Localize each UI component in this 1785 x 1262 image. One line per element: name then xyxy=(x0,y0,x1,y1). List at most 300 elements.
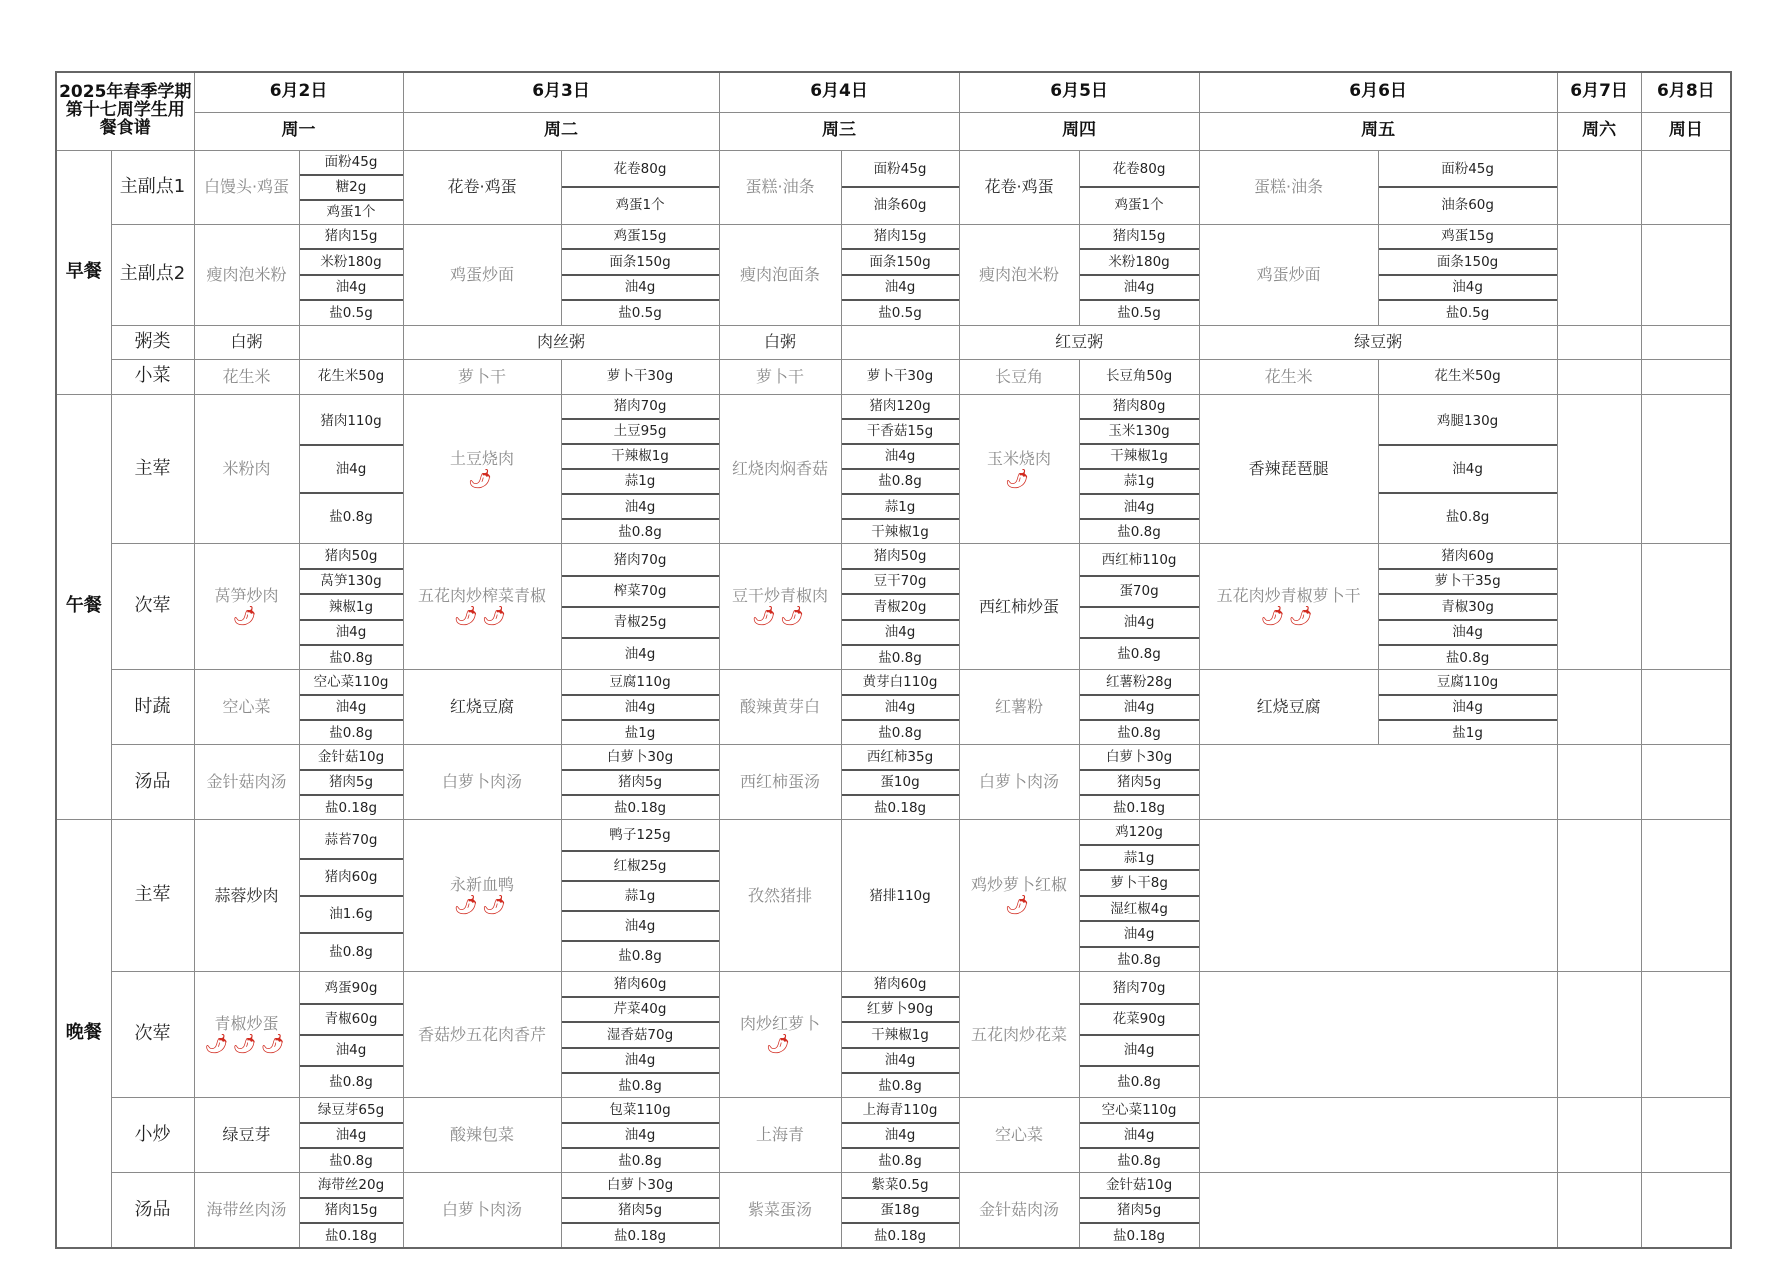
ingredients-list xyxy=(1080,1098,1199,1172)
weekend-cell-sat xyxy=(1557,1173,1641,1248)
ingredient-item: 猪肉60g xyxy=(300,859,403,896)
ingredient-item: 湿红椒4g xyxy=(1080,896,1199,922)
empty-cell xyxy=(1199,1173,1557,1248)
ingredient-item: 蒜苔70g xyxy=(300,822,403,858)
chili-pepper-icon: 🌶 xyxy=(1005,894,1034,917)
ingredient-item: 猪肉5g xyxy=(300,770,403,795)
ingredient-item: 猪肉80g xyxy=(1080,395,1199,419)
category-label: 汤品 xyxy=(111,1173,194,1248)
dish-cell xyxy=(403,394,561,544)
ingredients-cell xyxy=(1079,1173,1199,1248)
ingredient-item: 盐0.8g xyxy=(878,724,922,741)
dish-name: 白萝卜肉汤 xyxy=(979,772,1060,792)
dish-cell xyxy=(959,1098,1079,1173)
ingredient-item: 干香菇15g xyxy=(842,419,959,444)
ingredients-cell xyxy=(1079,544,1199,670)
ingredient-item: 猪肉15g xyxy=(300,1198,403,1223)
ingredient-item: 包菜110g xyxy=(562,1098,719,1122)
ingredient-item: 白萝卜30g xyxy=(562,745,719,769)
ingredient-item: 米粉180g xyxy=(1080,249,1199,275)
ingredients-list xyxy=(562,821,719,970)
dish-name: 花生米 xyxy=(222,366,271,386)
ingredients-list xyxy=(1080,670,1199,744)
ingredient-item: 猪肉120g xyxy=(842,395,959,419)
category-label: 粥类 xyxy=(111,325,194,359)
ingredient-item: 花菜90g xyxy=(1080,1004,1199,1035)
weekday-mon: 周一 xyxy=(194,112,403,150)
ingredient-item: 萝卜干30g xyxy=(606,368,674,385)
ingredient-item: 玉米130g xyxy=(1080,419,1199,444)
ingredients-list xyxy=(1080,225,1199,325)
dish-cell xyxy=(959,359,1079,394)
dish-cell xyxy=(194,670,299,745)
ingredients-cell xyxy=(561,820,719,972)
ingredient-item: 盐0.8g xyxy=(1117,951,1161,968)
ingredient-item: 油4g xyxy=(1379,620,1557,645)
ingredient-item: 面粉45g xyxy=(300,151,403,175)
ingredient-item: 辣椒1g xyxy=(300,594,403,619)
dish-name: 红烧肉焖香菇 xyxy=(732,458,829,478)
ingredient-item: 青椒20g xyxy=(842,594,959,619)
weekend-cell-sun xyxy=(1641,670,1731,745)
dish-name: 酸辣包菜 xyxy=(450,1125,515,1145)
ingredients-cell xyxy=(1378,670,1557,745)
ingredients-cell xyxy=(561,972,719,1098)
empty-cell xyxy=(299,325,403,359)
menu-title: 2025年春季学期第十七周学生用餐食谱 xyxy=(56,72,194,150)
porridge-cell: 白粥 xyxy=(194,325,299,359)
dish-cell xyxy=(959,745,1079,820)
date-sat: 6月7日 xyxy=(1557,72,1641,112)
ingredients-list xyxy=(300,822,403,969)
ingredients-list xyxy=(300,544,403,669)
ingredients-list xyxy=(562,745,719,819)
ingredient-item: 黄芽白110g xyxy=(842,670,959,694)
ingredient-item: 干辣椒1g xyxy=(1080,444,1199,469)
dish-name: 白馒头·鸡蛋 xyxy=(203,177,290,196)
dish-cell xyxy=(194,1098,299,1173)
dish-name: 花卷·鸡蛋 xyxy=(984,177,1054,196)
ingredient-item: 盐0.8g xyxy=(1117,724,1161,741)
dish-name: 瘦肉泡米粉 xyxy=(206,264,287,284)
dish-cell xyxy=(403,1173,561,1248)
ingredient-item: 绿豆芽65g xyxy=(300,1098,403,1122)
category-label: 次荤 xyxy=(111,972,194,1098)
ingredient-item: 蒜1g xyxy=(562,881,719,911)
ingredient-item: 油4g xyxy=(624,645,656,662)
dish-cell xyxy=(719,972,841,1098)
ingredient-item: 鸡蛋15g xyxy=(1379,225,1557,250)
category-label: 小菜 xyxy=(111,359,194,394)
ingredient-item: 西红柿110g xyxy=(1080,545,1199,575)
ingredient-item: 盐0.5g xyxy=(618,304,662,321)
dish-cell xyxy=(403,745,561,820)
ingredient-item: 花卷80g xyxy=(562,152,719,188)
ingredient-item: 榨菜70g xyxy=(562,576,719,607)
dish-cell xyxy=(194,224,299,325)
ingredient-item: 金针菇10g xyxy=(300,745,403,769)
ingredient-item: 盐0.8g xyxy=(329,1073,373,1090)
dish-name: 五花肉炒花菜 xyxy=(971,1024,1068,1044)
dish-cell xyxy=(194,820,299,972)
dish-cell xyxy=(959,1173,1079,1248)
ingredient-item: 盐0.18g xyxy=(1113,1227,1166,1244)
ingredient-item: 油条60g xyxy=(873,197,927,214)
ingredients-list xyxy=(300,360,403,394)
ingredients-list xyxy=(562,360,719,394)
weekend-cell-sat xyxy=(1557,972,1641,1098)
ingredient-item: 猪肉60g xyxy=(1379,544,1557,568)
ingredient-item: 猪肉50g xyxy=(842,544,959,568)
ingredients-cell xyxy=(1378,544,1557,670)
ingredients-list xyxy=(842,1173,959,1247)
dish-name: 肉炒红萝卜 xyxy=(740,1014,821,1034)
ingredient-item: 长豆角50g xyxy=(1105,368,1173,385)
ingredient-item: 油4g xyxy=(562,275,719,301)
ingredient-item: 面条150g xyxy=(842,249,959,275)
ingredients-cell xyxy=(841,1173,959,1248)
category-label: 次荤 xyxy=(111,544,194,670)
ingredient-item: 盐0.8g xyxy=(842,469,959,494)
ingredients-list xyxy=(300,1098,403,1172)
ingredient-item: 盐1g xyxy=(624,724,656,741)
porridge-cell: 白粥 xyxy=(719,325,841,359)
weekday-sun: 周日 xyxy=(1641,112,1731,150)
ingredients-cell xyxy=(561,224,719,325)
ingredient-item: 盐0.8g xyxy=(878,649,922,666)
ingredient-item: 油4g xyxy=(842,275,959,301)
ingredient-item: 花生米50g xyxy=(1434,368,1501,385)
ingredients-list xyxy=(842,972,959,1097)
dish-name: 蛋糕·油条 xyxy=(745,177,815,196)
dish-cell xyxy=(719,745,841,820)
ingredient-item: 油4g xyxy=(562,695,719,720)
ingredient-item: 盐0.8g xyxy=(329,943,373,960)
ingredient-item: 猪肉15g xyxy=(300,225,403,250)
menu-row xyxy=(56,224,1731,325)
ingredient-item: 油4g xyxy=(1080,494,1199,519)
category-label: 时蔬 xyxy=(111,670,194,745)
dish-name: 西红柿蛋汤 xyxy=(740,772,821,792)
dish-name: 豆干炒青椒肉 xyxy=(732,586,829,606)
dish-cell xyxy=(959,150,1079,224)
menu-row xyxy=(56,972,1731,1098)
ingredients-list xyxy=(300,745,403,819)
ingredient-item: 油4g xyxy=(562,494,719,519)
dish-name: 五花肉炒青椒萝卜干 xyxy=(1216,586,1361,606)
menu-row xyxy=(56,325,1731,359)
ingredients-list xyxy=(1379,225,1557,325)
dish-cell xyxy=(194,150,299,224)
ingredients-cell xyxy=(561,359,719,394)
weekend-cell-sun xyxy=(1641,745,1731,820)
porridge-cell: 肉丝粥 xyxy=(403,325,719,359)
weekend-cell-sat xyxy=(1557,670,1641,745)
category-label: 主副点2 xyxy=(111,224,194,325)
chili-pepper-icon: 🌶 xyxy=(1005,467,1034,490)
ingredient-item: 盐0.5g xyxy=(1445,304,1490,321)
ingredient-item: 豆腐110g xyxy=(1379,670,1557,694)
dish-cell xyxy=(959,820,1079,972)
menu-row xyxy=(56,1173,1731,1248)
ingredient-item: 花卷80g xyxy=(1080,152,1199,188)
ingredients-cell xyxy=(1079,224,1199,325)
dish-name: 红烧豆腐 xyxy=(1256,697,1321,717)
category-label: 主荤 xyxy=(111,394,194,544)
ingredients-list xyxy=(842,670,959,744)
ingredient-item: 油4g xyxy=(1379,275,1557,301)
ingredient-item: 干辣椒1g xyxy=(562,444,719,469)
weekend-cell-sat xyxy=(1557,325,1641,359)
ingredients-list xyxy=(1379,152,1557,223)
dish-cell xyxy=(959,394,1079,544)
ingredients-list xyxy=(1080,1173,1199,1247)
dish-cell xyxy=(403,150,561,224)
ingredient-item: 蒜1g xyxy=(562,469,719,494)
dish-cell xyxy=(1199,544,1378,670)
ingredients-cell xyxy=(1079,1098,1199,1173)
ingredient-item: 盐0.18g xyxy=(324,1227,378,1244)
ingredients-cell xyxy=(561,1173,719,1248)
ingredient-item: 盐0.8g xyxy=(329,1152,373,1169)
chili-pepper-icon: 🌶 xyxy=(232,605,261,628)
ingredient-item: 鸡蛋1个 xyxy=(326,203,376,220)
dish-name: 萝卜干 xyxy=(458,366,507,386)
ingredients-list xyxy=(842,745,959,819)
ingredient-item: 猪肉5g xyxy=(562,1198,719,1223)
ingredients-cell xyxy=(1079,359,1199,394)
ingredient-item: 盐0.8g xyxy=(329,724,373,741)
dish-cell xyxy=(1199,394,1378,544)
chili-pepper-icon: 🌶🌶 xyxy=(453,894,511,917)
ingredient-item: 盐0.5g xyxy=(878,304,922,321)
ingredient-item: 油4g xyxy=(1379,445,1557,493)
ingredients-cell xyxy=(561,670,719,745)
dish-name: 花生米 xyxy=(1264,366,1313,386)
ingredient-item: 盐0.18g xyxy=(613,799,667,816)
dish-name: 米粉肉 xyxy=(222,458,271,478)
ingredient-item: 猪肉15g xyxy=(1080,225,1199,250)
ingredient-item: 油4g xyxy=(562,1123,719,1148)
menu-row xyxy=(56,150,1731,224)
ingredients-cell xyxy=(299,972,403,1098)
ingredient-item: 鸡120g xyxy=(1080,820,1199,845)
ingredients-list xyxy=(842,825,959,966)
ingredient-item: 面粉45g xyxy=(1379,152,1557,188)
ingredient-item: 盐0.18g xyxy=(873,1227,927,1244)
ingredients-list xyxy=(1080,973,1199,1096)
ingredient-item: 油1.6g xyxy=(300,896,403,933)
ingredients-cell xyxy=(299,359,403,394)
ingredients-list xyxy=(1379,360,1557,394)
ingredient-item: 西红柿35g xyxy=(842,745,959,769)
menu-row xyxy=(56,544,1731,670)
ingredient-item: 油4g xyxy=(1080,695,1199,720)
dish-cell xyxy=(403,670,561,745)
empty-cell xyxy=(1199,1098,1557,1173)
ingredient-item: 盐0.8g xyxy=(1445,649,1490,666)
dish-cell xyxy=(194,1173,299,1248)
ingredient-item: 油4g xyxy=(562,911,719,941)
dish-name: 白萝卜肉汤 xyxy=(442,772,523,792)
ingredients-cell xyxy=(1378,394,1557,544)
dish-cell xyxy=(719,544,841,670)
weekday-tue: 周二 xyxy=(403,112,719,150)
ingredients-cell xyxy=(561,745,719,820)
ingredients-list xyxy=(300,670,403,744)
dish-cell xyxy=(403,359,561,394)
ingredient-item: 干辣椒1g xyxy=(842,1022,959,1047)
dish-cell xyxy=(959,670,1079,745)
ingredient-item: 白萝卜30g xyxy=(1080,745,1199,769)
ingredient-item: 油4g xyxy=(1080,921,1199,947)
ingredient-item: 青椒25g xyxy=(562,607,719,638)
ingredient-item: 盐0.8g xyxy=(618,948,662,965)
ingredients-list xyxy=(300,973,403,1096)
weekend-cell-sun xyxy=(1641,1098,1731,1173)
ingredient-item: 豆干70g xyxy=(842,569,959,594)
ingredient-item: 鸭子125g xyxy=(562,821,719,850)
ingredients-list xyxy=(562,545,719,668)
ingredient-item: 蛋10g xyxy=(842,770,959,795)
menu-row xyxy=(56,820,1731,972)
ingredient-item: 油条60g xyxy=(1441,197,1494,214)
ingredients-list xyxy=(1080,820,1199,971)
weekend-cell-sun xyxy=(1641,359,1731,394)
ingredients-cell xyxy=(1079,394,1199,544)
ingredient-item: 猪肉70g xyxy=(562,395,719,419)
ingredient-item: 莴笋130g xyxy=(300,569,403,594)
weekend-cell-sat xyxy=(1557,544,1641,670)
dish-name: 上海青 xyxy=(756,1125,805,1145)
ingredients-cell xyxy=(1378,150,1557,224)
ingredient-item: 萝卜干8g xyxy=(1080,870,1199,896)
ingredients-cell xyxy=(561,544,719,670)
chili-pepper-icon: 🌶🌶 xyxy=(751,605,809,628)
ingredient-item: 空心菜110g xyxy=(300,670,403,694)
dish-name: 瘦肉泡米粉 xyxy=(979,264,1060,284)
dish-name: 海带丝肉汤 xyxy=(206,1200,287,1220)
dish-name: 金针菇肉汤 xyxy=(206,772,287,792)
weekend-cell-sun xyxy=(1641,544,1731,670)
ingredient-item: 米粉180g xyxy=(300,249,403,275)
date-fri: 6月6日 xyxy=(1199,72,1557,112)
ingredient-item: 盐0.8g xyxy=(618,523,662,540)
ingredient-item: 糖2g xyxy=(300,175,403,200)
ingredient-item: 豆腐110g xyxy=(562,670,719,694)
dish-cell xyxy=(719,150,841,224)
ingredient-item: 盐0.5g xyxy=(1117,304,1161,321)
ingredients-cell xyxy=(841,745,959,820)
ingredients-list xyxy=(1080,360,1199,394)
ingredient-item: 猪肉5g xyxy=(562,770,719,795)
ingredients-cell xyxy=(299,1173,403,1248)
ingredient-item: 红萝卜90g xyxy=(842,997,959,1022)
date-sun: 6月8日 xyxy=(1641,72,1731,112)
ingredient-item: 猪肉50g xyxy=(300,544,403,568)
ingredients-cell xyxy=(561,394,719,544)
weekend-cell-sun xyxy=(1641,325,1731,359)
weekday-thu: 周四 xyxy=(959,112,1199,150)
ingredient-item: 白萝卜30g xyxy=(562,1173,719,1197)
ingredient-item: 油4g xyxy=(1080,275,1199,301)
ingredient-item: 蛋70g xyxy=(1080,576,1199,607)
dish-name: 土豆烧肉 xyxy=(450,448,515,468)
dish-cell xyxy=(719,1098,841,1173)
dish-cell xyxy=(194,972,299,1098)
weekend-cell-sun xyxy=(1641,150,1731,224)
ingredient-item: 盐0.8g xyxy=(329,649,373,666)
ingredient-item: 鸡蛋90g xyxy=(300,973,403,1003)
dish-cell xyxy=(194,544,299,670)
ingredients-cell xyxy=(841,359,959,394)
dish-name: 西红柿炒蛋 xyxy=(979,596,1060,616)
dish-name: 瘦肉泡面条 xyxy=(740,264,821,284)
ingredients-cell xyxy=(299,394,403,544)
dish-name: 玉米烧肉 xyxy=(987,448,1052,468)
ingredients-cell xyxy=(1079,972,1199,1098)
dish-name: 空心菜 xyxy=(995,1125,1044,1145)
ingredients-cell xyxy=(561,1098,719,1173)
ingredients-cell xyxy=(561,150,719,224)
weekday-fri: 周五 xyxy=(1199,112,1557,150)
ingredients-cell xyxy=(1378,359,1557,394)
meal-label-breakfast: 早餐 xyxy=(56,150,111,394)
dish-cell xyxy=(403,820,561,972)
ingredient-item: 油4g xyxy=(300,620,403,645)
dish-cell xyxy=(194,394,299,544)
chili-pepper-icon: 🌶 xyxy=(765,1033,795,1056)
ingredient-item: 盐1g xyxy=(1452,724,1483,741)
dish-cell xyxy=(1199,224,1378,325)
ingredients-cell xyxy=(1079,150,1199,224)
ingredient-item: 蒜1g xyxy=(1080,469,1199,494)
ingredient-item: 猪肉60g xyxy=(562,972,719,996)
ingredient-item: 盐0.18g xyxy=(873,799,927,816)
ingredient-item: 猪肉15g xyxy=(842,225,959,250)
dish-cell xyxy=(959,544,1079,670)
date-wed: 6月4日 xyxy=(719,72,959,112)
ingredient-item: 花生米50g xyxy=(317,368,385,385)
menu-row xyxy=(56,394,1731,544)
ingredient-item: 猪排110g xyxy=(869,887,931,904)
ingredients-list xyxy=(300,225,403,325)
dish-name: 花卷·鸡蛋 xyxy=(447,177,517,196)
ingredients-cell xyxy=(841,1098,959,1173)
dish-name: 青椒炒蛋 xyxy=(214,1014,279,1034)
dish-cell xyxy=(719,359,841,394)
dish-name: 空心菜 xyxy=(222,697,271,717)
dish-cell xyxy=(403,224,561,325)
ingredient-item: 盐0.8g xyxy=(1117,1152,1161,1169)
ingredients-list xyxy=(842,360,959,394)
category-label: 汤品 xyxy=(111,745,194,820)
ingredients-cell xyxy=(1079,820,1199,972)
ingredients-list xyxy=(842,225,959,325)
weekday-wed: 周三 xyxy=(719,112,959,150)
dish-name: 酸辣黄芽白 xyxy=(740,697,821,717)
dish-cell xyxy=(403,544,561,670)
ingredients-cell xyxy=(299,544,403,670)
ingredient-item: 油4g xyxy=(300,445,403,493)
ingredients-list xyxy=(300,1173,403,1247)
dish-cell xyxy=(959,224,1079,325)
ingredients-cell xyxy=(841,670,959,745)
ingredient-item: 猪肉70g xyxy=(1080,973,1199,1003)
weekend-cell-sun xyxy=(1641,394,1731,544)
ingredient-item: 猪肉60g xyxy=(842,972,959,996)
empty-cell xyxy=(1199,972,1557,1098)
